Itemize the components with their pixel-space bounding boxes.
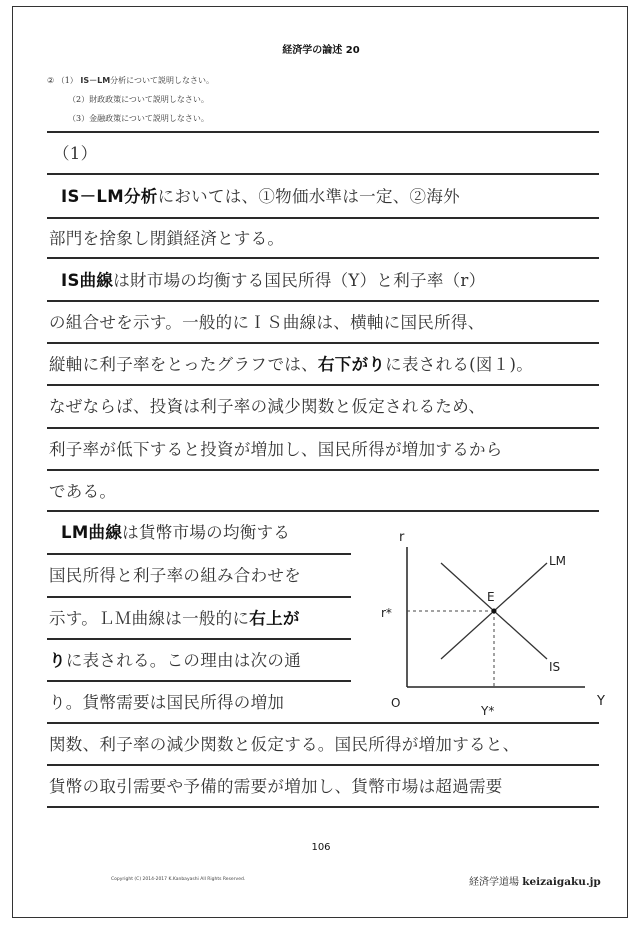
site-url: keizaigaku.jp <box>522 876 601 888</box>
rule-line <box>47 764 599 766</box>
lm-line-5 <box>49 689 284 713</box>
rule-line <box>47 384 599 386</box>
rule-line <box>47 806 599 808</box>
site-label: 経済学道場 <box>469 877 519 888</box>
body-text: の組合せを示す。一般的にＩＳ曲線は、横軸に国民所得、 <box>49 313 485 332</box>
lm-label: LM <box>549 554 567 568</box>
lm-line-3 <box>49 605 300 629</box>
body-text: 縦軸に利子率をとったグラフでは、 <box>49 355 318 374</box>
rule-line <box>47 342 599 344</box>
rule-line <box>47 638 351 640</box>
term-is-curve: IS曲線 <box>61 271 114 290</box>
body-text: 関数、利子率の減少関数と仮定する。国民所得が増加すると、 <box>49 735 520 754</box>
is-label: IS <box>549 660 561 674</box>
body-line-5 <box>49 351 533 375</box>
copyright-text: Copyright (C) 2014-2017 K.Kanbayashi All Rights Reserved. <box>111 877 246 882</box>
term-upward-end: り <box>49 651 66 670</box>
question-3 <box>68 113 209 124</box>
lm-line-4 <box>49 647 301 671</box>
rule-line <box>47 510 599 512</box>
rule-line <box>47 553 351 555</box>
rule-line <box>47 300 599 302</box>
body-text: に表される。この理由は次の通 <box>65 651 302 670</box>
lm-line-2 <box>49 562 301 586</box>
rule-line <box>47 173 599 175</box>
body-text: は貨幣市場の均衡する <box>122 523 291 542</box>
rule-line <box>47 257 599 259</box>
question-2 <box>68 94 209 105</box>
equilibrium-label: E <box>487 590 495 604</box>
question-1-key: IS－LM <box>80 76 111 85</box>
y-axis-label: Y <box>597 694 605 709</box>
term-downward: 右下がり <box>317 355 386 374</box>
body-text: なぜならば、投資は利子率の減少関数と仮定されるため、 <box>49 397 486 416</box>
body-line-2 <box>49 225 284 249</box>
body-line-3 <box>61 267 485 291</box>
body-text: 貨幣の取引需要や予備的需要が増加し、貨幣市場は超過需要 <box>49 777 503 796</box>
rule-line <box>47 596 351 598</box>
y-star-label: Y* <box>481 704 495 718</box>
body-text: 示す。ＬＭ曲線は一般的に <box>49 609 250 628</box>
question-2-text: 財政政策について説明しなさい。 <box>89 95 209 104</box>
term-lm-curve: LM曲線 <box>61 523 123 542</box>
question-3-prefix: （3） <box>68 114 90 123</box>
page-title: 経済学の論述 20 <box>282 45 360 56</box>
body-text: 部門を捨象し閉鎖経済とする。 <box>49 229 285 248</box>
r-axis-label: r <box>399 530 405 545</box>
body-line-4 <box>49 309 484 333</box>
rule-line <box>47 427 599 429</box>
page-number: 106 <box>311 842 331 853</box>
body-text: り。貨幣需要は国民所得の増加 <box>49 693 285 712</box>
body-line-1 <box>61 183 460 207</box>
body-text: は財市場の均衡する国民所得（Y）と利子率（r） <box>113 271 486 290</box>
site-signature <box>469 873 601 888</box>
body-line-7 <box>49 436 503 460</box>
lm-line-1 <box>61 519 290 543</box>
body-text: に表される(図１)。 <box>385 355 534 374</box>
body-line-8 <box>49 478 116 502</box>
is-lm-diagram <box>363 519 613 724</box>
body-text: である。 <box>49 482 117 501</box>
question-1-text: 分析について説明しなさい。 <box>110 76 214 85</box>
equilibrium-point <box>492 609 497 614</box>
rule-line <box>47 217 599 219</box>
rule-line <box>47 469 599 471</box>
term-is-lm: IS－LM分析 <box>61 187 158 206</box>
body-text: 国民所得と利子率の組み合わせを <box>49 566 301 585</box>
tail-line-2 <box>49 773 503 797</box>
origin-label: O <box>391 696 401 710</box>
body-text: においては、①物価水準は一定、②海外 <box>157 187 460 206</box>
term-upward: 右上が <box>249 609 300 628</box>
question-3-text: 金融政策について説明しなさい。 <box>89 114 209 123</box>
question-1-prefix: ② （1） <box>47 76 78 85</box>
question-2-prefix: （2） <box>68 95 90 104</box>
document-page <box>12 6 628 918</box>
tail-line-1 <box>49 731 519 755</box>
section-label: （1） <box>53 144 98 163</box>
body-text: 利子率が低下すると投資が増加し、国民所得が増加するから <box>49 440 503 459</box>
question-1 <box>47 75 214 86</box>
rule-line <box>47 680 351 682</box>
rule-line <box>47 131 599 133</box>
r-star-label: r* <box>381 606 392 620</box>
body-line-6 <box>49 393 485 417</box>
